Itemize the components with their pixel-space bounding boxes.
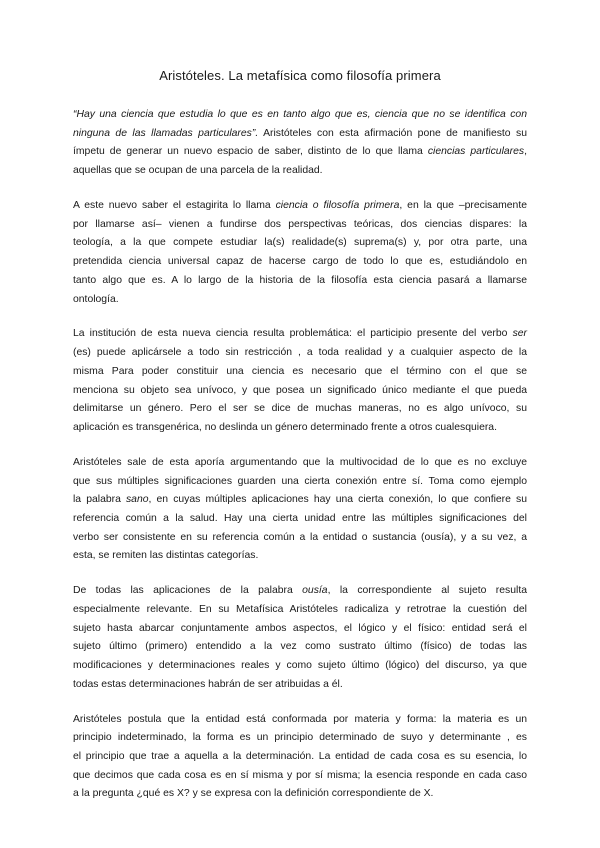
text-line xyxy=(73,638,527,657)
italic-text: “Hay una ciencia que estudia lo que es en tanto algo que es, ciencia que no se identifica con xyxy=(73,109,527,120)
text-run: esta, se remiten las distintas categorías. xyxy=(73,550,259,562)
text-run: aquellas que se ocupan de una parcela de la realidad. xyxy=(73,165,323,177)
text-line xyxy=(73,344,527,363)
text-run: todas estas determinaciones habrán de ser atribuidas a él. xyxy=(73,678,343,690)
text-run: delimitarse un género. Pero el ser se dice de muchas maneras, no es algo unívoco, su xyxy=(73,403,527,415)
text-line xyxy=(73,785,527,804)
text-run: Aristóteles postula que la entidad está conformada por materia y forma: la materia es un xyxy=(73,713,527,725)
text-run: especialmente relevante. En su Metafísica Aristóteles radicaliza y retrotrae la cuestión del xyxy=(73,603,527,615)
text-line xyxy=(73,143,527,162)
document-title: Aristóteles. La metafísica como filosofía primera xyxy=(159,68,441,83)
text-run: , en cuyas múltiples aplicaciones hay una cierta conexión, lo que confiere su xyxy=(148,494,527,506)
text-line xyxy=(73,491,527,510)
text-line xyxy=(73,711,527,730)
text-run: A este nuevo saber el estagirita lo llama xyxy=(73,200,276,211)
text-run: Aristóteles sale de esta aporía argumentando que la multivocidad de lo que es no excluye xyxy=(73,456,527,468)
text-run: Aristóteles con esta afirmación pone de manifiesto su xyxy=(258,127,527,139)
paragraph xyxy=(73,582,527,694)
italic-text: ninguna de las llamadas particulares”. xyxy=(73,127,259,139)
text-run: verbo ser consistente en su referencia común a la entidad o sustancia (ousía), y a su vez, a xyxy=(73,531,527,543)
text-run: teología, a la que compete estudiar la(s) realidade(s) suprema(s) y, por otra parte, una xyxy=(73,237,527,249)
paragraph xyxy=(73,711,527,805)
text-run: De todas las aplicaciones de la palabra xyxy=(73,585,303,597)
text-run: tanto algo que es. A lo largo de la historia de la filosofía esta ciencia pasará a llamarse xyxy=(73,274,527,286)
text-run: aplicación es transgenérica, no deslinda un género determinado frente a otros cualesquiera. xyxy=(73,421,497,433)
text-line xyxy=(73,601,527,620)
text-line xyxy=(73,419,527,438)
text-line xyxy=(73,363,527,382)
text-run: (es) puede aplicársele a todo sin restricción , a toda realidad y a cualquier aspecto de la xyxy=(73,347,527,359)
text-line xyxy=(73,547,527,566)
text-line xyxy=(73,582,527,601)
text-run: ontología. xyxy=(73,293,119,305)
text-run: que decimos que cada cosa es en sí misma y por sí misma; la esencia responde en cada caso xyxy=(73,769,527,781)
text-run: sujeto hasta abarcar conjuntamente ambos aspectos, el lógico y el físico: entidad será el xyxy=(73,622,527,634)
text-line xyxy=(73,382,527,401)
text-run: a la pregunta ¿qué es X? y se expresa con la definición correspondiente de X. xyxy=(73,788,434,800)
text-run: referencia común a la salud. Hay una cierta unidad entre las múltiples significaciones del xyxy=(73,512,527,524)
text-run: modificaciones y determinaciones reales y como sujeto último (lógico) del discurso, ya que xyxy=(73,660,527,672)
paragraph xyxy=(73,325,527,437)
italic-text: ciencias particulares xyxy=(427,146,525,158)
text-run: por llamarse así– vienen a fundirse dos perspectivas teóricas, dos ciencias dispares: la xyxy=(73,218,527,230)
text-run: pretendida ciencia universal capaz de hacerse cargo de todo lo que es, estudiándolo en xyxy=(73,256,527,268)
text-line xyxy=(73,676,527,695)
text-line xyxy=(73,657,527,676)
text-line xyxy=(73,162,527,181)
text-line xyxy=(73,253,527,272)
text-line xyxy=(73,125,527,144)
text-line xyxy=(73,767,527,786)
document-body xyxy=(73,106,527,804)
text-run: sujeto último (primero) entendido a la vez como sustrato último (físico) de todas las xyxy=(73,641,527,653)
text-line xyxy=(73,400,527,419)
text-line xyxy=(73,510,527,529)
text-line xyxy=(73,272,527,291)
text-line xyxy=(73,529,527,548)
italic-text: ciencia o filosofía primera xyxy=(275,200,400,211)
text-line xyxy=(73,729,527,748)
text-line xyxy=(73,197,527,216)
text-run: la palabra xyxy=(73,494,126,506)
text-run: , en la que –precisamente xyxy=(399,200,527,211)
text-run: principio indeterminado, la forma es un principio determinado de suyo y determinante , es xyxy=(73,732,527,744)
text-run: misma Para poder constituir una ciencia es necesario que el término con el que se xyxy=(73,365,527,377)
text-line xyxy=(73,748,527,767)
text-run: que sus múltiples significaciones guarden una cierta conexión entre sí. Toma como ejemplo xyxy=(73,475,527,487)
text-run: ímpetu de generar un nuevo espacio de saber, distinto de lo que llama xyxy=(73,146,428,158)
text-run: La institución de esta nueva ciencia resulta problemática: el participio presente del verbo xyxy=(73,328,513,340)
text-line xyxy=(73,473,527,492)
text-line xyxy=(73,234,527,253)
text-line xyxy=(73,216,527,235)
italic-text: ser xyxy=(512,328,527,340)
text-line xyxy=(73,325,527,344)
text-line xyxy=(73,454,527,473)
text-run: , la correspondiente al sujeto resulta xyxy=(327,585,527,597)
text-line xyxy=(73,291,527,310)
text-line xyxy=(73,106,527,125)
paragraph xyxy=(73,454,527,566)
italic-text: sano xyxy=(125,494,149,506)
text-run: el principio que trae a aquella a la determinación. La entidad de cada cosa es su esencia, lo xyxy=(73,751,527,763)
text-run: , xyxy=(524,146,527,158)
text-run: menciona su objeto sea unívoco, y que posea un significado único mediante el que pueda xyxy=(73,384,527,396)
italic-text: ousía xyxy=(302,585,328,597)
paragraph xyxy=(73,197,527,309)
text-line xyxy=(73,620,527,639)
paragraph xyxy=(73,106,527,181)
